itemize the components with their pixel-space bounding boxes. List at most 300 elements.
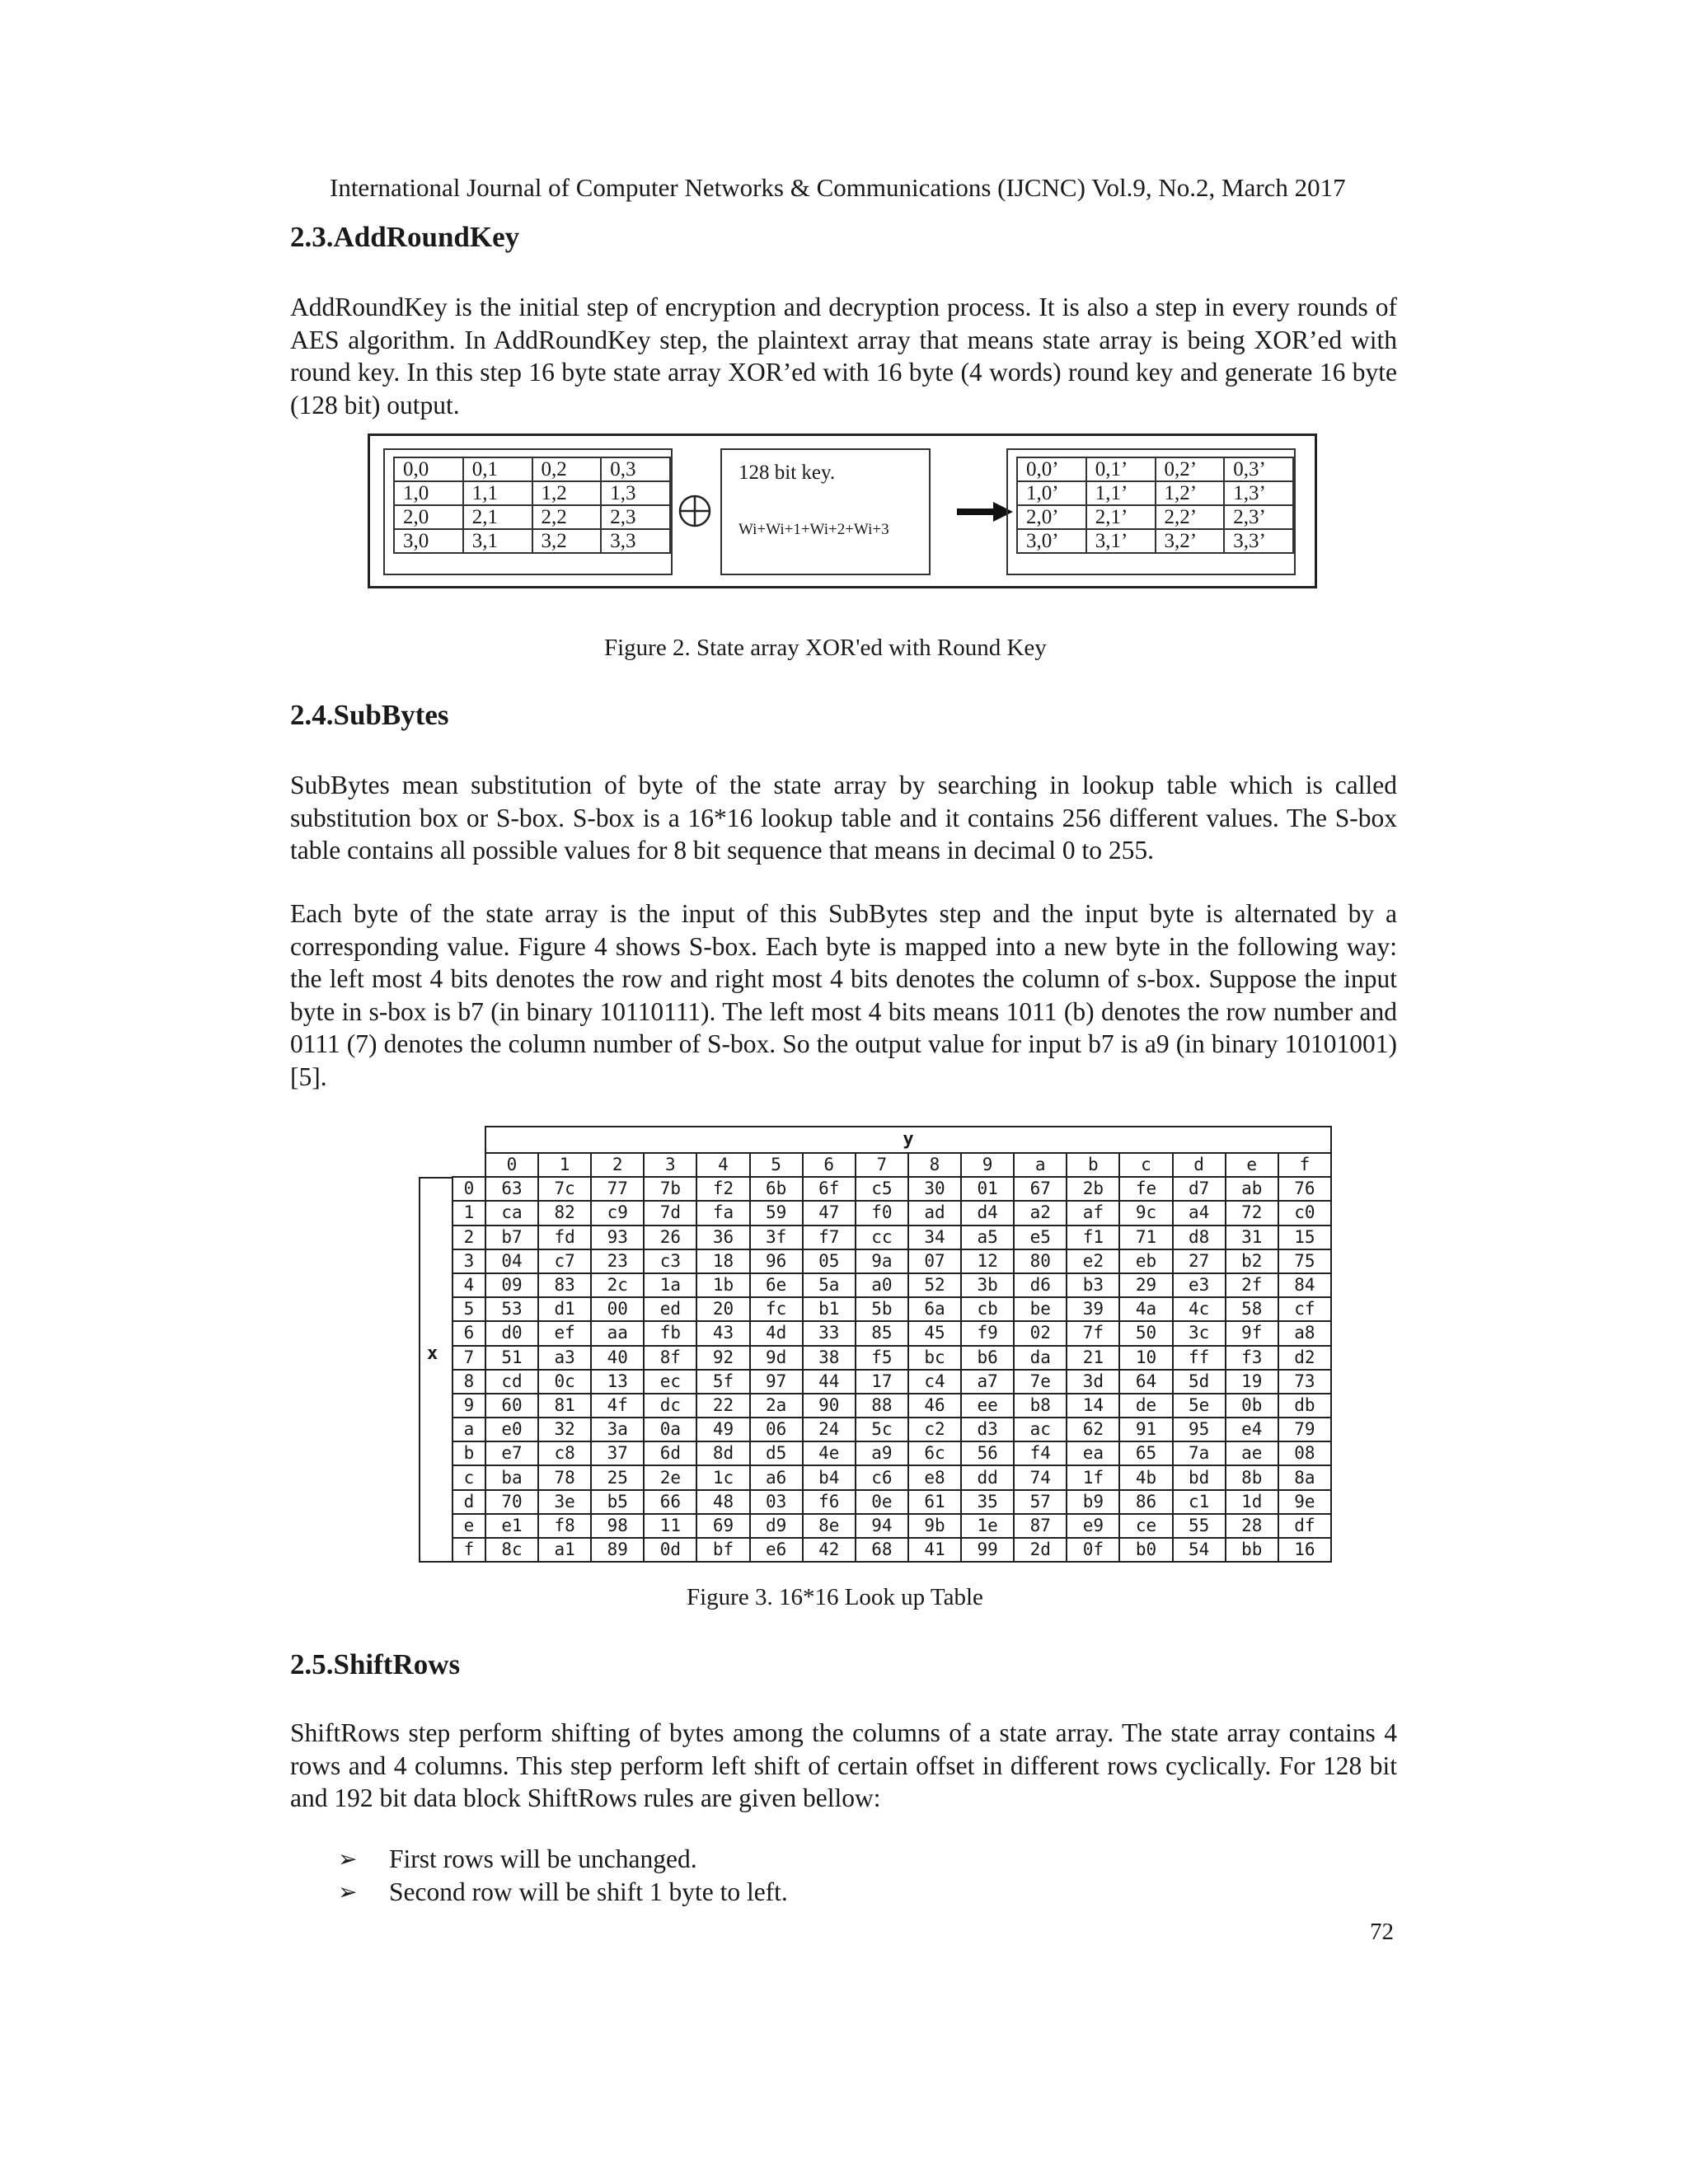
sbox-cell: 5f bbox=[696, 1370, 749, 1394]
sbox-column-header: c bbox=[1119, 1153, 1172, 1177]
sbox-cell: 88 bbox=[856, 1394, 908, 1418]
figure-3-sbox bbox=[419, 1126, 1332, 1563]
sbox-cell: 7b bbox=[644, 1177, 696, 1201]
sbox-cell: e1 bbox=[485, 1514, 538, 1538]
sbox-cell: 65 bbox=[1119, 1441, 1172, 1465]
sbox-cell: b2 bbox=[1226, 1249, 1278, 1273]
list-item bbox=[338, 1877, 788, 1907]
sbox-cell: b5 bbox=[591, 1490, 644, 1514]
sbox-cell: fc bbox=[750, 1297, 803, 1321]
sbox-cell: bd bbox=[1173, 1465, 1226, 1489]
sbox-cell: 53 bbox=[485, 1297, 538, 1321]
sbox-cell: 3d bbox=[1067, 1370, 1119, 1394]
output-state-box bbox=[1006, 448, 1296, 575]
figure-2-diagram bbox=[368, 434, 1317, 588]
sbox-cell: f7 bbox=[803, 1226, 856, 1249]
sbox-cell: dc bbox=[644, 1394, 696, 1418]
state-row bbox=[394, 505, 670, 529]
state-cell: 1,3’ bbox=[1224, 481, 1293, 505]
state-cell: 2,3 bbox=[601, 505, 670, 529]
sbox-cell: 00 bbox=[591, 1297, 644, 1321]
sbox-cell: 6a bbox=[908, 1297, 961, 1321]
sbox-cell: a1 bbox=[538, 1538, 591, 1562]
sbox-cell: e2 bbox=[1067, 1249, 1119, 1273]
sbox-cell: f6 bbox=[803, 1490, 856, 1514]
sbox-cell: ad bbox=[908, 1201, 961, 1225]
subbytes-paragraph-2: Each byte of the state array is the input of this SubBytes step and the input byte is alternated by a corresponding value. Figure 4 shows S-box. Each byte is mapped into a new byte in the following way: the left most 4 bits denotes the row and right most 4 bits denotes the column of s-box. Suppose the input byte in s-box is b7 (in binary 10110111). The left most 4 bits means 1011 (b) denotes the row number and 0111 (7) denotes the column number of S-box. So the output value for input b7 is a9 (in binary 10101001)[5]. bbox=[290, 899, 1397, 1091]
sbox-row-header: a bbox=[452, 1418, 485, 1441]
sbox-cell: f4 bbox=[1014, 1441, 1067, 1465]
sbox-cell: b7 bbox=[485, 1226, 538, 1249]
sbox-cell: 9d bbox=[750, 1346, 803, 1370]
state-cell: 3,0 bbox=[394, 529, 463, 553]
sbox-column-header: 4 bbox=[696, 1153, 749, 1177]
sbox-cell: 95 bbox=[1173, 1418, 1226, 1441]
sbox-cell: 0d bbox=[644, 1538, 696, 1562]
round-key-box bbox=[720, 448, 931, 575]
sbox-cell: 5c bbox=[856, 1418, 908, 1441]
sbox-cell: a3 bbox=[538, 1346, 591, 1370]
sbox-cell: aa bbox=[591, 1321, 644, 1345]
sbox-cell: 92 bbox=[696, 1346, 749, 1370]
state-cell: 0,3’ bbox=[1224, 457, 1293, 481]
sbox-cell: c6 bbox=[856, 1465, 908, 1489]
state-cell: 1,3 bbox=[601, 481, 670, 505]
right-arrow-icon bbox=[957, 502, 1013, 522]
state-cell: 2,1’ bbox=[1086, 505, 1156, 529]
sbox-cell: fb bbox=[644, 1321, 696, 1345]
sbox-cell: 54 bbox=[1173, 1538, 1226, 1562]
sbox-cell: 09 bbox=[485, 1273, 538, 1297]
sbox-cell: 51 bbox=[485, 1346, 538, 1370]
sbox-row-header: 0 bbox=[452, 1177, 485, 1201]
sbox-cell: d1 bbox=[538, 1297, 591, 1321]
state-cell: 0,0’ bbox=[1017, 457, 1086, 481]
sbox-cell: ea bbox=[1067, 1441, 1119, 1465]
sbox-cell: 13 bbox=[591, 1370, 644, 1394]
sbox-row bbox=[452, 1201, 1331, 1225]
sbox-column-header: 0 bbox=[485, 1153, 538, 1177]
sbox-cell: 31 bbox=[1226, 1226, 1278, 1249]
sbox-cell: 87 bbox=[1014, 1514, 1067, 1538]
addroundkey-paragraph: AddRoundKey is the initial step of encryption and decryption process. It is also a step in every rounds of AES algorithm. In AddRoundKey step, the plaintext array that means state array is being XOR’ed with round key. In this step 16 byte state array XOR’ed with 16 byte (4 words) round key and generate 16 byte (128 bit) output. bbox=[290, 293, 1397, 419]
sbox-cell: 03 bbox=[750, 1490, 803, 1514]
sbox-cell: 89 bbox=[591, 1538, 644, 1562]
sbox-cell: ee bbox=[961, 1394, 1014, 1418]
sbox-row-header: e bbox=[452, 1514, 485, 1538]
sbox-cell: 25 bbox=[591, 1465, 644, 1489]
sbox-cell: 40 bbox=[591, 1346, 644, 1370]
sbox-cell: 1b bbox=[696, 1273, 749, 1297]
sbox-cell: 21 bbox=[1067, 1346, 1119, 1370]
sbox-cell: 2f bbox=[1226, 1273, 1278, 1297]
sbox-cell: 47 bbox=[803, 1201, 856, 1225]
sbox-cell: d7 bbox=[1173, 1177, 1226, 1201]
sbox-cell: ec bbox=[644, 1370, 696, 1394]
sbox-cell: e7 bbox=[485, 1441, 538, 1465]
sbox-cell: 41 bbox=[908, 1538, 961, 1562]
sbox-cell: be bbox=[1014, 1297, 1067, 1321]
sbox-row bbox=[452, 1321, 1331, 1345]
sbox-row bbox=[452, 1249, 1331, 1273]
sbox-cell: 14 bbox=[1067, 1394, 1119, 1418]
bullet-text: First rows will be unchanged. bbox=[389, 1844, 697, 1873]
state-cell: 3,3’ bbox=[1224, 529, 1293, 553]
sbox-cell: 8d bbox=[696, 1441, 749, 1465]
figure-2-caption: Figure 2. State array XOR'ed with Round Key bbox=[604, 635, 1047, 661]
sbox-cell: 72 bbox=[1226, 1201, 1278, 1225]
sbox-row bbox=[452, 1273, 1331, 1297]
sbox-cell: 62 bbox=[1067, 1418, 1119, 1441]
sbox-cell: f1 bbox=[1067, 1226, 1119, 1249]
sbox-row-header: 4 bbox=[452, 1273, 485, 1297]
sbox-cell: d2 bbox=[1278, 1346, 1331, 1370]
sbox-cell: 45 bbox=[908, 1321, 961, 1345]
sbox-cell: ac bbox=[1014, 1418, 1067, 1441]
sbox-cell: 0a bbox=[644, 1418, 696, 1441]
sbox-cell: 8e bbox=[803, 1514, 856, 1538]
sbox-cell: 22 bbox=[696, 1394, 749, 1418]
sbox-cell: e3 bbox=[1173, 1273, 1226, 1297]
sbox-cell: 6d bbox=[644, 1441, 696, 1465]
sbox-cell: c4 bbox=[908, 1370, 961, 1394]
sbox-cell: 2b bbox=[1067, 1177, 1119, 1201]
sbox-cell: f9 bbox=[961, 1321, 1014, 1345]
sbox-cell: 11 bbox=[644, 1514, 696, 1538]
state-row bbox=[1017, 529, 1293, 553]
sbox-row bbox=[452, 1394, 1331, 1418]
sbox-cell: 67 bbox=[1014, 1177, 1067, 1201]
sbox-cell: 1f bbox=[1067, 1465, 1119, 1489]
sbox-cell: 26 bbox=[644, 1226, 696, 1249]
sbox-cell: 6f bbox=[803, 1177, 856, 1201]
shiftrows-paragraph: ShiftRows step perform shifting of bytes among the columns of a state array. The state array contains 4 rows and 4 columns. This step perform left shift of certain offset in different rows cyclically. For 128 bit and 192 bit data block ShiftRows rules are given bellow: bbox=[290, 1718, 1397, 1812]
sbox-cell: 07 bbox=[908, 1249, 961, 1273]
sbox-cell: 99 bbox=[961, 1538, 1014, 1562]
state-cell: 3,0’ bbox=[1017, 529, 1086, 553]
sbox-cell: 2c bbox=[591, 1273, 644, 1297]
sbox-cell: 8b bbox=[1226, 1465, 1278, 1489]
circle-plus-icon bbox=[678, 494, 712, 528]
sbox-cell: 58 bbox=[1226, 1297, 1278, 1321]
state-cell: 1,1 bbox=[463, 481, 532, 505]
state-cell: 3,1’ bbox=[1086, 529, 1156, 553]
sbox-cell: 6e bbox=[750, 1273, 803, 1297]
sbox-cell: c1 bbox=[1173, 1490, 1226, 1514]
section-heading-shiftrows: 2.5.ShiftRows bbox=[290, 1648, 461, 1680]
sbox-cell: 1d bbox=[1226, 1490, 1278, 1514]
state-row bbox=[1017, 457, 1293, 481]
sbox-column-header: 5 bbox=[750, 1153, 803, 1177]
sbox-cell: 79 bbox=[1278, 1418, 1331, 1441]
sbox-cell: 56 bbox=[961, 1441, 1014, 1465]
sbox-cell: e6 bbox=[750, 1538, 803, 1562]
sbox-cell: 48 bbox=[696, 1490, 749, 1514]
sbox-cell: 83 bbox=[538, 1273, 591, 1297]
sbox-cell: 44 bbox=[803, 1370, 856, 1394]
sbox-cell: 57 bbox=[1014, 1490, 1067, 1514]
arrowhead-bullet-icon: ➢ bbox=[338, 1880, 358, 1905]
sbox-column-header: b bbox=[1067, 1153, 1119, 1177]
sbox-cell: 04 bbox=[485, 1249, 538, 1273]
sbox-column-header: 2 bbox=[591, 1153, 644, 1177]
sbox-cell: a5 bbox=[961, 1226, 1014, 1249]
sbox-cell: 49 bbox=[696, 1418, 749, 1441]
sbox-cell: 1e bbox=[961, 1514, 1014, 1538]
sbox-cell: b8 bbox=[1014, 1394, 1067, 1418]
sbox-cell: 7a bbox=[1173, 1441, 1226, 1465]
sbox-cell: 01 bbox=[961, 1177, 1014, 1201]
sbox-cell: 5b bbox=[856, 1297, 908, 1321]
sbox-cell: 15 bbox=[1278, 1226, 1331, 1249]
sbox-cell: c5 bbox=[856, 1177, 908, 1201]
sbox-cell: 66 bbox=[644, 1490, 696, 1514]
sbox-cell: b9 bbox=[1067, 1490, 1119, 1514]
state-row bbox=[394, 457, 670, 481]
key-title: 128 bit key. bbox=[738, 462, 836, 484]
sbox-column-header: d bbox=[1173, 1153, 1226, 1177]
state-row bbox=[394, 529, 670, 553]
state-row bbox=[1017, 505, 1293, 529]
sbox-cell: 32 bbox=[538, 1418, 591, 1441]
sbox-cell: fa bbox=[696, 1201, 749, 1225]
sbox-cell: c0 bbox=[1278, 1201, 1331, 1225]
sbox-cell: c8 bbox=[538, 1441, 591, 1465]
sbox-cell: 50 bbox=[1119, 1321, 1172, 1345]
state-cell: 1,1’ bbox=[1086, 481, 1156, 505]
sbox-cell: e4 bbox=[1226, 1418, 1278, 1441]
sbox-cell: d3 bbox=[961, 1418, 1014, 1441]
sbox-cell: 8f bbox=[644, 1346, 696, 1370]
sbox-row bbox=[452, 1370, 1331, 1394]
sbox-cell: 4a bbox=[1119, 1297, 1172, 1321]
sbox-cell: 7e bbox=[1014, 1370, 1067, 1394]
sbox-cell: 69 bbox=[696, 1514, 749, 1538]
sbox-cell: 2d bbox=[1014, 1538, 1067, 1562]
sbox-cell: d5 bbox=[750, 1441, 803, 1465]
sbox-corner-cell bbox=[452, 1153, 485, 1177]
sbox-cell: 20 bbox=[696, 1297, 749, 1321]
sbox-cell: d8 bbox=[1173, 1226, 1226, 1249]
sbox-row-header: d bbox=[452, 1490, 485, 1514]
sbox-cell: c2 bbox=[908, 1418, 961, 1441]
sbox-cell: 4d bbox=[750, 1321, 803, 1345]
sbox-cell: e5 bbox=[1014, 1226, 1067, 1249]
state-cell: 0,1 bbox=[463, 457, 532, 481]
sbox-cell: 7c bbox=[538, 1177, 591, 1201]
sbox-cell: a9 bbox=[856, 1441, 908, 1465]
state-cell: 2,2’ bbox=[1156, 505, 1225, 529]
sbox-cell: cb bbox=[961, 1297, 1014, 1321]
sbox-row-header: b bbox=[452, 1441, 485, 1465]
sbox-cell: 33 bbox=[803, 1321, 856, 1345]
list-item bbox=[338, 1844, 697, 1874]
sbox-cell: 5a bbox=[803, 1273, 856, 1297]
sbox-cell: 34 bbox=[908, 1226, 961, 1249]
state-row bbox=[394, 481, 670, 505]
sbox-cell: 61 bbox=[908, 1490, 961, 1514]
sbox-cell: 4c bbox=[1173, 1297, 1226, 1321]
arrowhead-bullet-icon: ➢ bbox=[338, 1847, 358, 1872]
sbox-cell: 81 bbox=[538, 1394, 591, 1418]
sbox-column-header: a bbox=[1014, 1153, 1067, 1177]
sbox-cell: 39 bbox=[1067, 1297, 1119, 1321]
sbox-cell: 93 bbox=[591, 1226, 644, 1249]
state-cell: 2,0 bbox=[394, 505, 463, 529]
running-head: International Journal of Computer Networks & Communications (IJCNC) Vol.9, No.2, March 2017 bbox=[330, 173, 1346, 202]
sbox-cell: 38 bbox=[803, 1346, 856, 1370]
section-heading-subbytes: 2.4.SubBytes bbox=[290, 699, 449, 731]
sbox-cell: 05 bbox=[803, 1249, 856, 1273]
sbox-cell: 76 bbox=[1278, 1177, 1331, 1201]
sbox-cell: 0b bbox=[1226, 1394, 1278, 1418]
sbox-cell: c3 bbox=[644, 1249, 696, 1273]
sbox-cell: 78 bbox=[538, 1465, 591, 1489]
sbox-cell: b0 bbox=[1119, 1538, 1172, 1562]
sbox-cell: 0e bbox=[856, 1490, 908, 1514]
sbox-cell: bb bbox=[1226, 1538, 1278, 1562]
sbox-cell: 30 bbox=[908, 1177, 961, 1201]
sbox-cell: 7f bbox=[1067, 1321, 1119, 1345]
sbox-cell: 94 bbox=[856, 1514, 908, 1538]
sbox-cell: 43 bbox=[696, 1321, 749, 1345]
sbox-cell: fd bbox=[538, 1226, 591, 1249]
sbox-cell: db bbox=[1278, 1394, 1331, 1418]
sbox-cell: 18 bbox=[696, 1249, 749, 1273]
sbox-cell: 8c bbox=[485, 1538, 538, 1562]
sbox-cell: 84 bbox=[1278, 1273, 1331, 1297]
sbox-cell: 3c bbox=[1173, 1321, 1226, 1345]
sbox-cell: cc bbox=[856, 1226, 908, 1249]
sbox-cell: 3b bbox=[961, 1273, 1014, 1297]
sbox-row bbox=[452, 1514, 1331, 1538]
sbox-cell: 52 bbox=[908, 1273, 961, 1297]
section-heading-addroundkey: 2.3.AddRoundKey bbox=[290, 221, 520, 253]
sbox-row-header: c bbox=[452, 1465, 485, 1489]
sbox-cell: 4b bbox=[1119, 1465, 1172, 1489]
sbox-cell: 1a bbox=[644, 1273, 696, 1297]
sbox-column-header: 3 bbox=[644, 1153, 696, 1177]
state-cell: 2,2 bbox=[532, 505, 602, 529]
sbox-cell: 82 bbox=[538, 1201, 591, 1225]
sbox-row bbox=[452, 1346, 1331, 1370]
input-state-box bbox=[383, 448, 673, 575]
sbox-cell: b3 bbox=[1067, 1273, 1119, 1297]
sbox-cell: 80 bbox=[1014, 1249, 1067, 1273]
sbox-cell: 9b bbox=[908, 1514, 961, 1538]
sbox-cell: dd bbox=[961, 1465, 1014, 1489]
sbox-cell: 6b bbox=[750, 1177, 803, 1201]
sbox-cell: 5e bbox=[1173, 1394, 1226, 1418]
state-cell: 0,2 bbox=[532, 457, 602, 481]
state-cell: 3,3 bbox=[601, 529, 670, 553]
sbox-cell: a2 bbox=[1014, 1201, 1067, 1225]
sbox-cell: f8 bbox=[538, 1514, 591, 1538]
state-cell: 0,3 bbox=[601, 457, 670, 481]
sbox-row-header: 7 bbox=[452, 1346, 485, 1370]
state-cell: 1,2 bbox=[532, 481, 602, 505]
sbox-cell: 23 bbox=[591, 1249, 644, 1273]
state-cell: 0,0 bbox=[394, 457, 463, 481]
sbox-cell: 2a bbox=[750, 1394, 803, 1418]
sbox-cell: e0 bbox=[485, 1418, 538, 1441]
sbox-cell: bf bbox=[696, 1538, 749, 1562]
state-cell: 1,2’ bbox=[1156, 481, 1225, 505]
sbox-cell: e9 bbox=[1067, 1514, 1119, 1538]
sbox-cell: 28 bbox=[1226, 1514, 1278, 1538]
sbox-cell: 71 bbox=[1119, 1226, 1172, 1249]
sbox-table bbox=[452, 1152, 1332, 1563]
sbox-cell: 3e bbox=[538, 1490, 591, 1514]
sbox-cell: 06 bbox=[750, 1418, 803, 1441]
sbox-cell: b4 bbox=[803, 1465, 856, 1489]
state-cell: 1,0 bbox=[394, 481, 463, 505]
state-row bbox=[1017, 481, 1293, 505]
sbox-cell: 46 bbox=[908, 1394, 961, 1418]
sbox-cell: 68 bbox=[856, 1538, 908, 1562]
sbox-cell: c7 bbox=[538, 1249, 591, 1273]
sbox-cell: 35 bbox=[961, 1490, 1014, 1514]
sbox-row bbox=[452, 1226, 1331, 1249]
state-cell: 2,3’ bbox=[1224, 505, 1293, 529]
sbox-column-header: 7 bbox=[856, 1153, 908, 1177]
sbox-cell: 9f bbox=[1226, 1321, 1278, 1345]
sbox-row bbox=[452, 1490, 1331, 1514]
sbox-cell: 16 bbox=[1278, 1538, 1331, 1562]
state-cell: 3,2 bbox=[532, 529, 602, 553]
sbox-cell: 5d bbox=[1173, 1370, 1226, 1394]
sbox-cell: 1c bbox=[696, 1465, 749, 1489]
key-words: Wi+Wi+1+Wi+2+Wi+3 bbox=[738, 521, 889, 538]
sbox-cell: d0 bbox=[485, 1321, 538, 1345]
sbox-cell: 29 bbox=[1119, 1273, 1172, 1297]
state-cell: 0,2’ bbox=[1156, 457, 1225, 481]
sbox-row-header: 2 bbox=[452, 1226, 485, 1249]
sbox-cell: 08 bbox=[1278, 1441, 1331, 1465]
sbox-cell: 0f bbox=[1067, 1538, 1119, 1562]
sbox-cell: f0 bbox=[856, 1201, 908, 1225]
sbox-cell: 3f bbox=[750, 1226, 803, 1249]
sbox-cell: df bbox=[1278, 1514, 1331, 1538]
sbox-cell: 10 bbox=[1119, 1346, 1172, 1370]
sbox-cell: 96 bbox=[750, 1249, 803, 1273]
sbox-cell: a8 bbox=[1278, 1321, 1331, 1345]
sbox-cell: 9e bbox=[1278, 1490, 1331, 1514]
sbox-cell: 98 bbox=[591, 1514, 644, 1538]
sbox-cell: a4 bbox=[1173, 1201, 1226, 1225]
sbox-cell: a0 bbox=[856, 1273, 908, 1297]
sbox-cell: 91 bbox=[1119, 1418, 1172, 1441]
sbox-column-header: 8 bbox=[908, 1153, 961, 1177]
sbox-cell: f5 bbox=[856, 1346, 908, 1370]
sbox-cell: 12 bbox=[961, 1249, 1014, 1273]
sbox-cell: f2 bbox=[696, 1177, 749, 1201]
sbox-cell: 90 bbox=[803, 1394, 856, 1418]
sbox-cell: da bbox=[1014, 1346, 1067, 1370]
sbox-column-header: e bbox=[1226, 1153, 1278, 1177]
sbox-cell: 27 bbox=[1173, 1249, 1226, 1273]
sbox-row bbox=[452, 1177, 1331, 1201]
sbox-cell: c9 bbox=[591, 1201, 644, 1225]
page-number: 72 bbox=[1370, 1919, 1394, 1945]
sbox-cell: 36 bbox=[696, 1226, 749, 1249]
sbox-cell: 9c bbox=[1119, 1201, 1172, 1225]
sbox-cell: 85 bbox=[856, 1321, 908, 1345]
sbox-y-axis-label: y bbox=[485, 1126, 1332, 1154]
sbox-cell: bc bbox=[908, 1346, 961, 1370]
sbox-cell: 37 bbox=[591, 1441, 644, 1465]
sbox-cell: 02 bbox=[1014, 1321, 1067, 1345]
